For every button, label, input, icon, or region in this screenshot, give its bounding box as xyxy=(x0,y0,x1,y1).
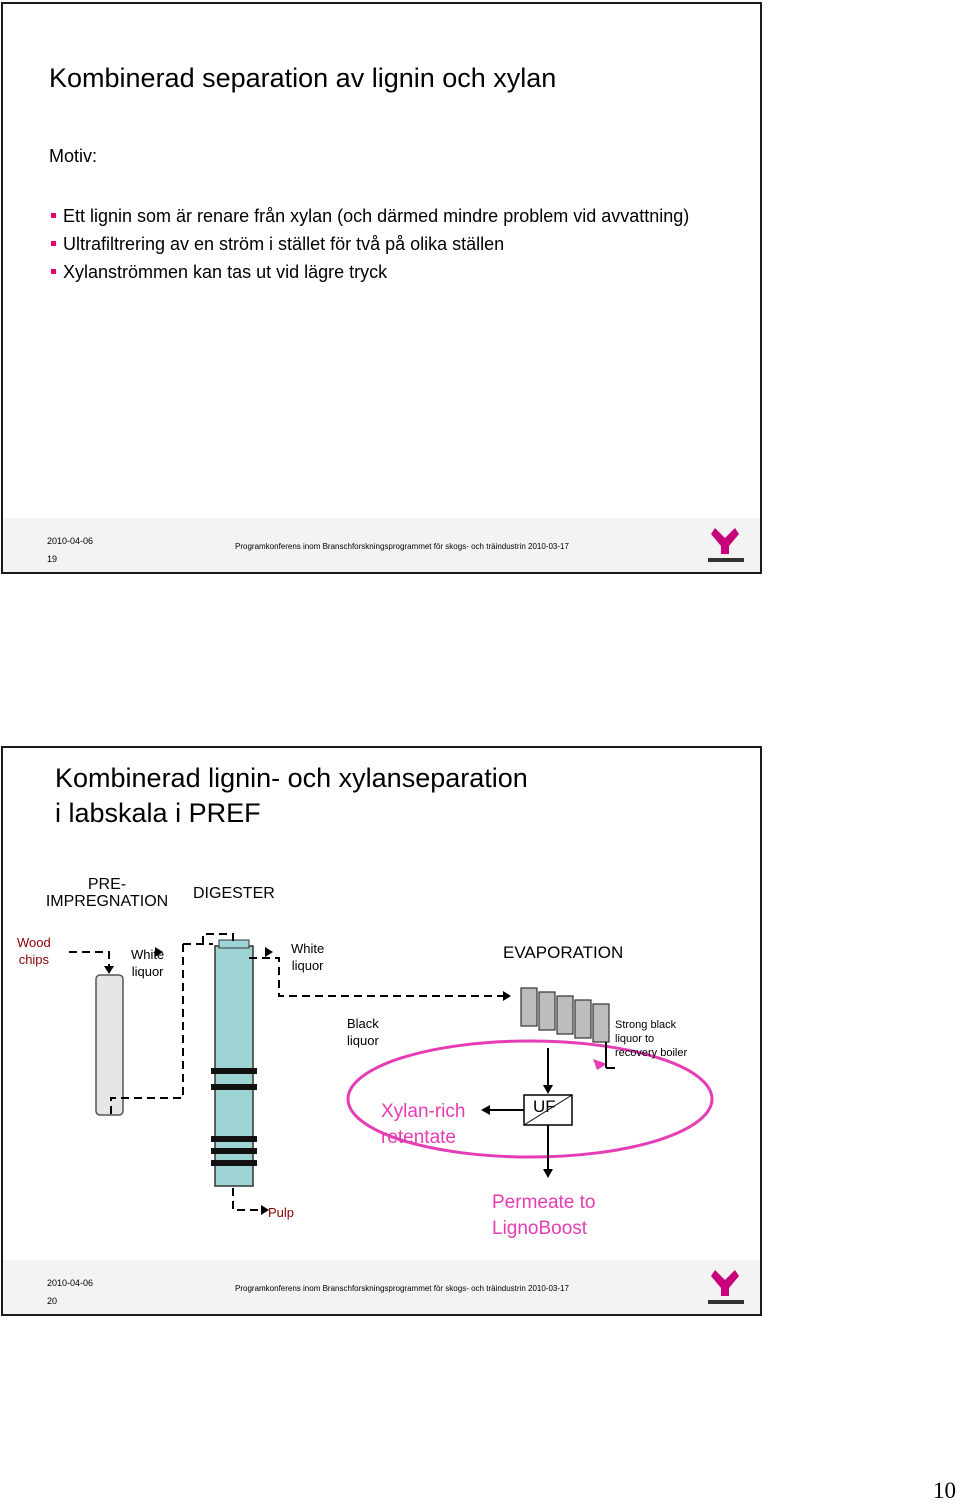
xylan-rich-retentate-label: Xylan-rich retentate xyxy=(381,1101,466,1148)
slide-19 xyxy=(1,2,762,574)
white-liquor-label-1: White liquor xyxy=(131,947,165,979)
bullet-square-icon xyxy=(51,269,56,274)
evaporation-label: EVAPORATION xyxy=(503,943,624,962)
slide-title: Kombinerad separation av lignin och xylan xyxy=(49,63,557,93)
permeate-label: Permeate to LignoBoost xyxy=(492,1192,596,1239)
black-liquor-label: Black liquor xyxy=(347,1016,379,1048)
slide-title-line2: i labskala i PREF xyxy=(55,798,261,828)
slide-number: 20 xyxy=(47,1296,58,1306)
slide-footer xyxy=(3,1260,760,1314)
pre-impregnation-vessel xyxy=(96,975,123,1115)
footer-conference: Programkonferens inom Branschforskningsprogrammet för skogs- och träindustrin 2010-03-17 xyxy=(235,542,569,551)
bullet-item: Xylanströmmen kan tas ut vid lägre tryck xyxy=(49,258,709,286)
bullet-list xyxy=(49,202,709,286)
slide-number: 19 xyxy=(47,554,58,564)
white-liquor-label-2: White liquor xyxy=(291,941,325,973)
page-number: 10 xyxy=(933,1478,956,1503)
logo-icon xyxy=(705,524,745,571)
slide-title: Kombinerad lignin- och xylanseparation xyxy=(55,763,528,793)
slide-footer xyxy=(3,518,760,572)
motiv-label: Motiv: xyxy=(49,146,98,166)
footer-conference: Programkonferens inom Branschforskningsprogrammet för skogs- och träindustrin 2010-03-17 xyxy=(235,1284,569,1293)
pulp-label: Pulp xyxy=(268,1205,295,1220)
pre-impregnation-label: PRE- IMPREGNATION xyxy=(45,876,169,910)
uf-label: UF xyxy=(533,1097,556,1116)
strong-black-liquor-label: Strong black liquor to recovery boiler xyxy=(615,1019,688,1059)
footer-date: 2010-04-06 xyxy=(47,536,94,546)
bullet-item: Ett lignin som är renare från xylan (och därmed mindre problem vid avvattning) xyxy=(49,202,709,230)
bullet-square-icon xyxy=(51,213,56,218)
bullet-item: Ultrafiltrering av en ström i stället för två på olika ställen xyxy=(49,230,709,258)
footer-date: 2010-04-06 xyxy=(47,1278,94,1288)
bullet-square-icon xyxy=(51,241,56,246)
slide-20 xyxy=(1,746,762,1316)
logo-icon xyxy=(705,1266,745,1313)
wood-chips-label: Wood chips xyxy=(17,935,51,967)
digester-label: DIGESTER xyxy=(193,885,275,902)
evaporator-stack xyxy=(521,988,609,1042)
